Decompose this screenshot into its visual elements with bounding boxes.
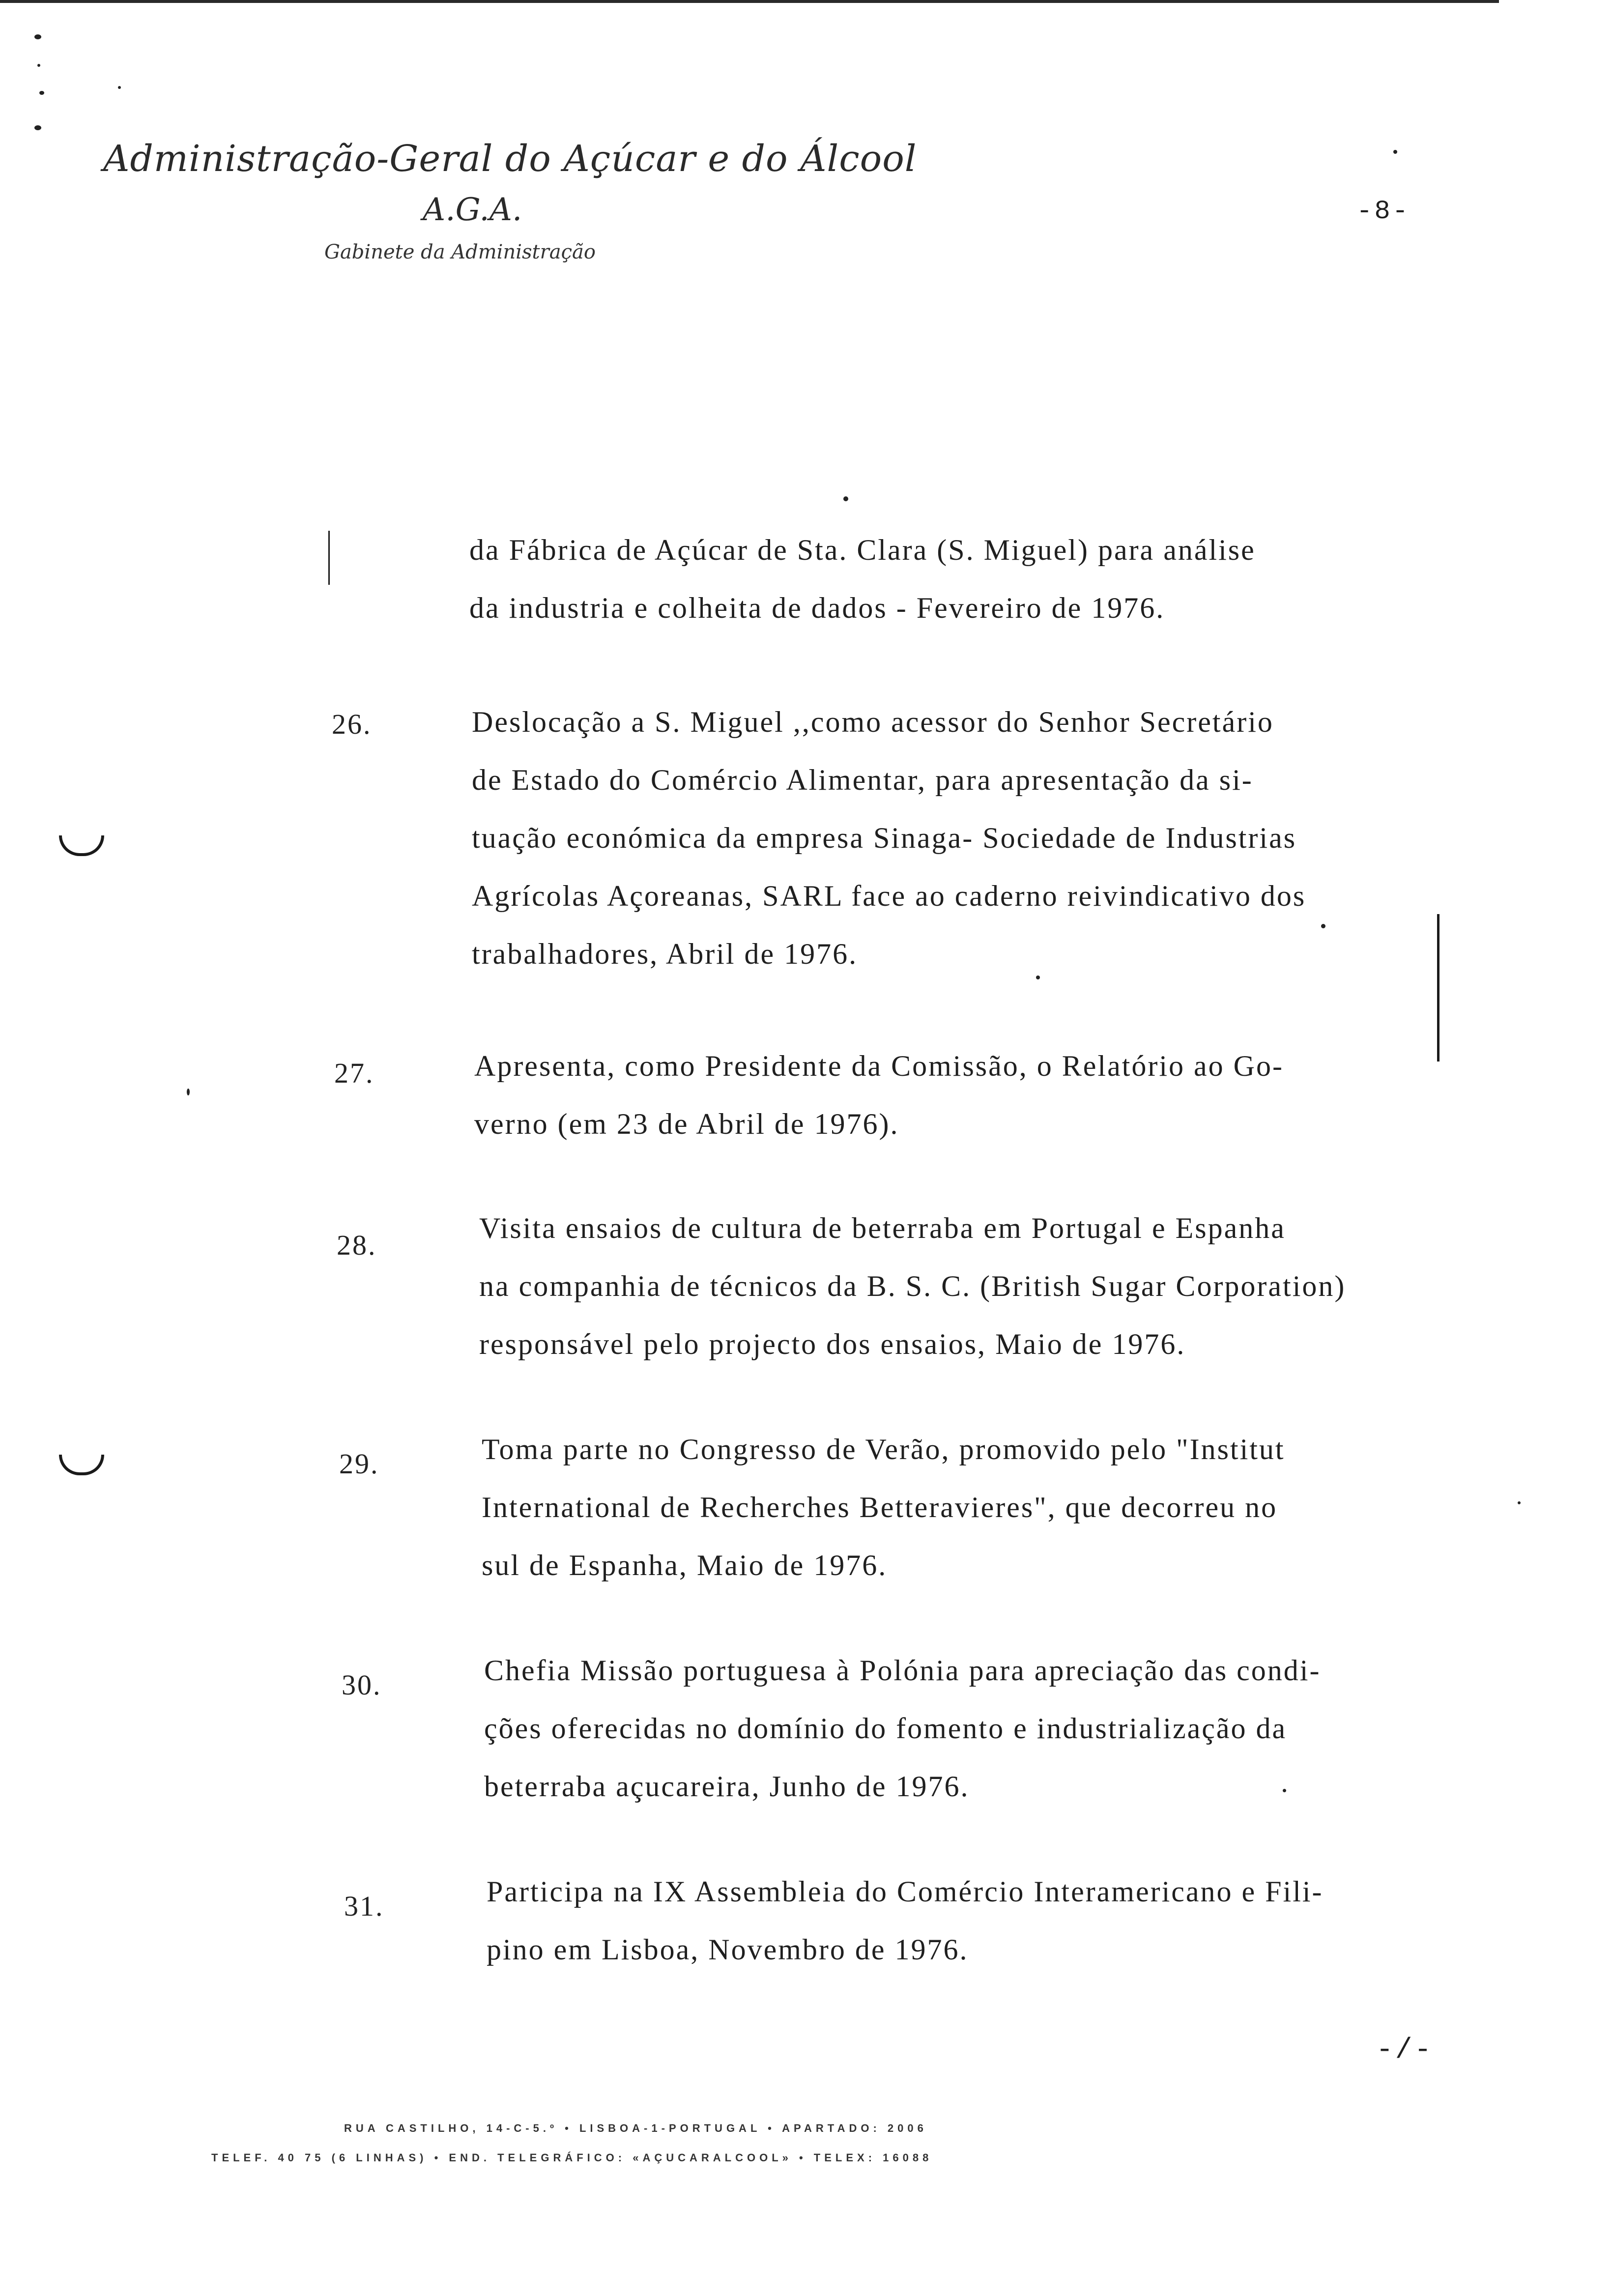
page-number: -8- bbox=[1356, 197, 1410, 227]
item-number: 26. bbox=[332, 708, 372, 740]
item-number: 27. bbox=[334, 1057, 374, 1089]
continuation-mark: -/- bbox=[1376, 2035, 1434, 2066]
paragraph-line: Deslocação a S. Miguel ,,como acessor do Senhor Secretário bbox=[472, 706, 1274, 738]
punch-hole-mark bbox=[59, 835, 104, 856]
list-item bbox=[487, 1863, 1324, 1979]
scan-speck bbox=[118, 86, 121, 89]
paragraph-line: na companhia de técnicos da B. S. C. (British Sugar Corporation) bbox=[479, 1270, 1346, 1302]
paragraph-line: International de Recherches Betteravieres", que decorreu no bbox=[482, 1491, 1278, 1523]
scan-speck bbox=[37, 64, 40, 67]
scan-vertical-line bbox=[328, 531, 330, 585]
item-number: 31. bbox=[344, 1890, 384, 1922]
item-number: 30. bbox=[342, 1669, 382, 1701]
paragraph-line: trabalhadores, Abril de 1976. bbox=[472, 938, 858, 970]
footer-contacts: TELEF. 40 75 (6 LINHAS) • END. TELEGRÁFICO: «AÇUCARALCOOL» • TELEX: 16088 bbox=[211, 2152, 933, 2164]
scan-speck bbox=[34, 34, 41, 39]
list-item bbox=[479, 1199, 1346, 1373]
paragraph-line: beterraba açucareira, Junho de 1976. bbox=[484, 1770, 970, 1803]
footer-address: RUA CASTILHO, 14-C-5.º • LISBOA-1-PORTUGAL • APARTADO: 2006 bbox=[344, 2122, 927, 2134]
paragraph-line: ções oferecidas no domínio do fomento e industrialização da bbox=[484, 1712, 1287, 1745]
letterhead-department: Gabinete da Administração bbox=[324, 241, 596, 263]
paragraph-line: Chefia Missão portuguesa à Polónia para apreciação das condi- bbox=[484, 1654, 1321, 1687]
scan-speck bbox=[843, 496, 848, 501]
punch-hole-mark bbox=[59, 1455, 104, 1475]
letterhead-abbreviation: A.G.A. bbox=[423, 192, 522, 228]
paragraph-line: pino em Lisboa, Novembro de 1976. bbox=[487, 1933, 969, 1966]
scan-speck bbox=[1518, 1501, 1521, 1504]
paragraph-line: responsável pelo projecto dos ensaios, Maio de 1976. bbox=[479, 1328, 1186, 1360]
paragraph-line: da industria e colheita de dados - Fevereiro de 1976. bbox=[469, 592, 1165, 624]
paragraph-line: da Fábrica de Açúcar de Sta. Clara (S. Miguel) para análise bbox=[469, 534, 1256, 566]
paragraph-line: de Estado do Comércio Alimentar, para apresentação da si- bbox=[472, 764, 1253, 796]
paragraph-line: Apresenta, como Presidente da Comissão, o Relatório ao Go- bbox=[474, 1050, 1284, 1082]
item-number: 29. bbox=[339, 1448, 379, 1480]
paragraph-line: Visita ensaios de cultura de beterraba em Portugal e Espanha bbox=[479, 1212, 1286, 1244]
scan-speck bbox=[39, 91, 44, 95]
paragraph-line: Agrícolas Açoreanas, SARL face ao caderno reivindicativo dos bbox=[472, 880, 1306, 912]
list-item bbox=[472, 693, 1306, 983]
scan-vertical-line bbox=[1437, 914, 1439, 1062]
paragraph-line: sul de Espanha, Maio de 1976. bbox=[482, 1549, 888, 1581]
scan-speck bbox=[1321, 924, 1325, 928]
list-item bbox=[474, 1037, 1284, 1153]
list-item bbox=[482, 1420, 1285, 1594]
paragraph-line: Participa na IX Assembleia do Comércio Interamericano e Fili- bbox=[487, 1875, 1324, 1908]
scan-speck bbox=[1393, 150, 1397, 154]
scan-speck bbox=[34, 125, 41, 130]
scan-speck bbox=[187, 1089, 190, 1095]
paragraph-line: verno (em 23 de Abril de 1976). bbox=[474, 1108, 899, 1140]
scan-edge-rule bbox=[0, 0, 1499, 3]
item-number: 28. bbox=[337, 1229, 377, 1261]
paragraph-line: tuação económica da empresa Sinaga- Sociedade de Industrias bbox=[472, 822, 1297, 854]
letterhead-organization: Administração-Geral do Açúcar e do Álcool bbox=[103, 138, 917, 180]
list-item bbox=[484, 1641, 1321, 1815]
intro-paragraph bbox=[469, 521, 1256, 637]
paragraph-line: Toma parte no Congresso de Verão, promovido pelo "Institut bbox=[482, 1433, 1285, 1465]
